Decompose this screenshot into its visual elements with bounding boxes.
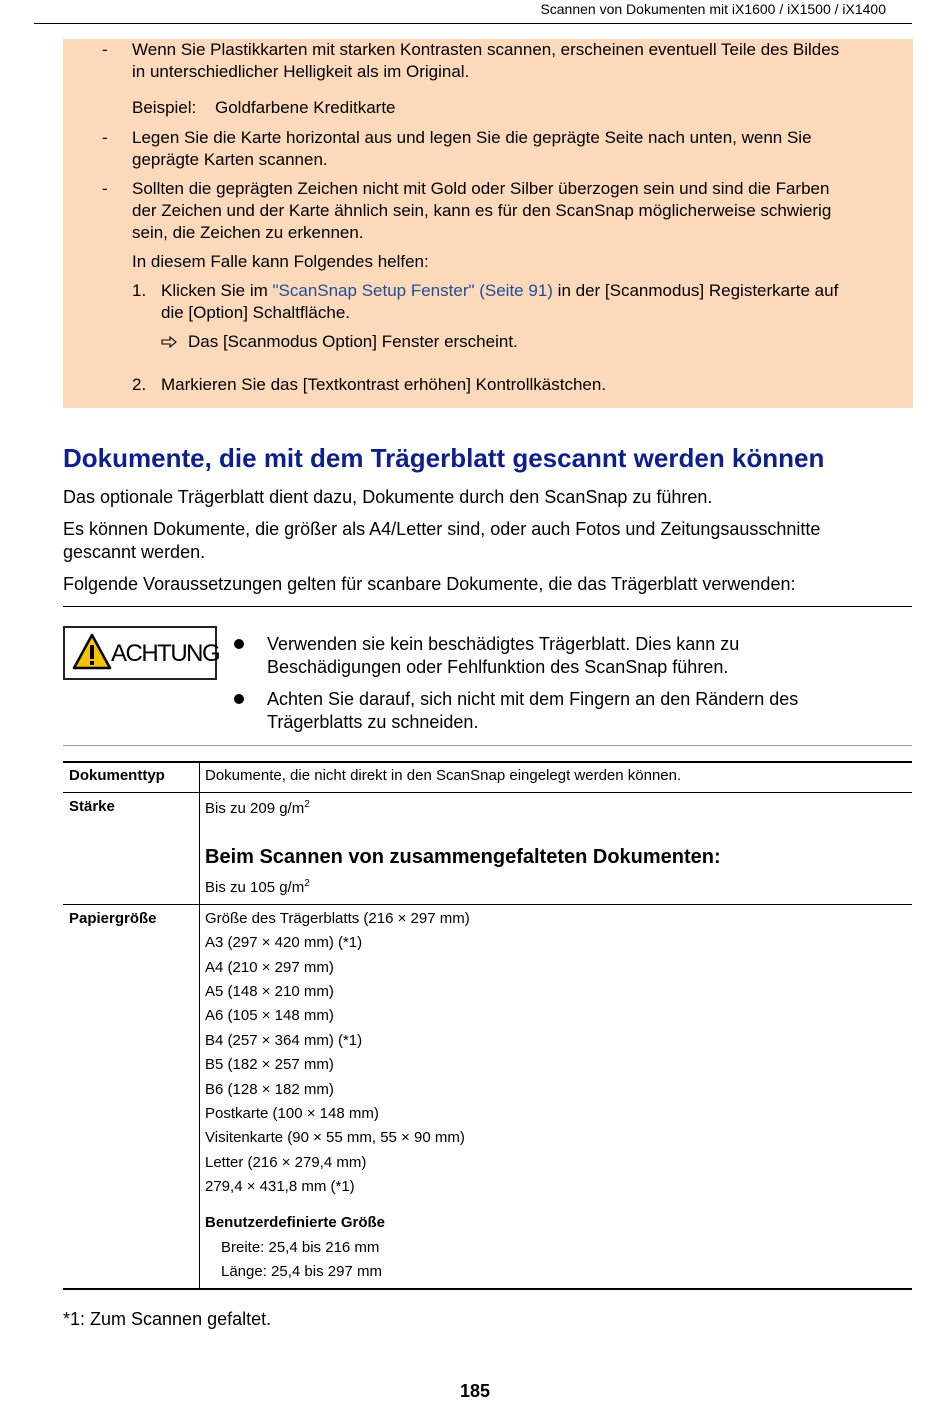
section-para1: Das optionale Trägerblatt dient dazu, Dokumente durch den ScanSnap zu führen. <box>63 487 713 507</box>
setup-window-link[interactable]: "ScanSnap Setup Fenster" (Seite 91) <box>272 281 553 300</box>
custom-length: Länge: 25,4 bis 297 mm <box>221 1263 382 1280</box>
note-item1-line1: Wenn Sie Plastikkarten mit starken Kontrasten scannen, erscheinen eventuell Teile des Bildes <box>132 40 840 59</box>
section-para3: Folgende Voraussetzungen gelten für scanbare Dokumente, die das Trägerblatt verwenden: <box>63 574 796 594</box>
step2-text: Markieren Sie das [Textkontrast erhöhen] Kontrollkästchen. <box>161 375 607 394</box>
step2-number: 2. <box>132 375 147 394</box>
paper-size-item: A4 (210 × 297 mm) <box>205 959 334 976</box>
note-box <box>63 39 913 408</box>
dash-bullet: - <box>102 40 108 59</box>
custom-size-label: Benutzerdefinierte Größe <box>205 1214 386 1231</box>
doc-type-value: Dokumente, die nicht direkt in den ScanSnap eingelegt werden können. <box>205 767 682 784</box>
paper-size-item: B6 (128 × 182 mm) <box>205 1081 334 1098</box>
folded-value <box>205 878 310 898</box>
caution-box <box>63 626 220 680</box>
section-para2-line2: gescannt werden. <box>63 542 206 562</box>
folded-heading: Beim Scannen von zusammengefalteten Dokumenten: <box>205 846 721 868</box>
folded-sup: 2 <box>304 878 310 889</box>
bullet-dot <box>234 694 244 704</box>
step1-post: in der [Scanmodus] Registerkarte auf <box>552 281 839 300</box>
caution-bullet1-line1: Verwenden sie kein beschädigtes Trägerblatt. Dies kann zu <box>267 634 740 654</box>
table-row-rule <box>63 792 912 793</box>
example-label: Beispiel: <box>132 98 197 117</box>
warning-triangle-icon <box>72 633 112 676</box>
strength-value <box>205 799 310 819</box>
running-header: Scannen von Dokumenten mit iX1600 / iX1500 / iX1400 <box>540 1 886 17</box>
paper-size-label: Papiergröße <box>69 910 157 927</box>
section-title: Dokumente, die mit dem Trägerblatt gescannt werden können <box>63 443 825 473</box>
table-column-divider <box>199 762 200 1290</box>
page-number: 185 <box>459 1381 491 1401</box>
paper-size-item: Größe des Trägerblatts (216 × 297 mm) <box>205 910 470 927</box>
table-row-rule <box>63 904 912 905</box>
note-item3-line1: Sollten die geprägten Zeichen nicht mit Gold oder Silber überzogen sein und sind die Farben <box>132 179 830 198</box>
note-item2-line1: Legen Sie die Karte horizontal aus und legen Sie die geprägte Seite nach unten, wenn Sie <box>132 128 812 147</box>
paper-size-item: B4 (257 × 364 mm) (*1) <box>205 1032 363 1049</box>
note-item3-line2: der Zeichen und der Karte ähnlich sein, kann es für den ScanSnap möglicherweise schwierig <box>132 201 832 220</box>
footnote: *1: Zum Scannen gefaltet. <box>63 1309 272 1329</box>
caution-bullet2-line2: Trägerblatts zu schneiden. <box>267 712 479 732</box>
note-item1-line2: in unterschiedlicher Helligkeit als im Original. <box>132 62 470 81</box>
paper-size-item: A6 (105 × 148 mm) <box>205 1007 334 1024</box>
step1-line1 <box>161 280 838 302</box>
table-bottom-rule <box>63 1288 912 1290</box>
caution-bullet2-line1: Achten Sie darauf, sich nicht mit dem Fingern an den Rändern des <box>267 689 799 709</box>
paper-size-item: B5 (182 × 257 mm) <box>205 1056 334 1073</box>
example-value: Goldfarbene Kreditkarte <box>215 98 396 117</box>
paper-size-item: Letter (216 × 279,4 mm) <box>205 1154 367 1171</box>
paper-size-item: Visitenkarte (90 × 55 mm, 55 × 90 mm) <box>205 1129 465 1146</box>
caution-top-rule <box>63 606 912 607</box>
folded-text: Bis zu 105 g/m <box>205 879 305 896</box>
note-item3-line3: sein, die Zeichen zu erkennen. <box>132 223 364 242</box>
doc-type-label: Dokumenttyp <box>69 767 165 784</box>
dash-bullet: - <box>102 179 108 198</box>
section-para2-line1: Es können Dokumente, die größer als A4/Letter sind, oder auch Fotos und Zeitungsausschnitte <box>63 519 821 539</box>
header-divider <box>34 23 912 24</box>
dash-bullet: - <box>102 128 108 147</box>
step1-result: Das [Scanmodus Option] Fenster erscheint. <box>188 332 518 351</box>
help-intro: In diesem Falle kann Folgendes helfen: <box>132 252 429 271</box>
step1-pre: Klicken Sie im <box>161 281 273 300</box>
paper-size-item: 279,4 × 431,8 mm (*1) <box>205 1178 355 1195</box>
paper-size-item: A3 (297 × 420 mm) (*1) <box>205 934 363 951</box>
paper-size-item: A5 (148 × 210 mm) <box>205 983 334 1000</box>
note-item2-line2: geprägte Karten scannen. <box>132 150 328 169</box>
caution-bullet1-line2: Beschädigungen oder Fehlfunktion des ScanSnap führen. <box>267 657 729 677</box>
strength-text: Bis zu 209 g/m <box>205 800 305 817</box>
step1-line2: die [Option] Schaltfläche. <box>161 303 351 322</box>
step1-number: 1. <box>132 281 147 300</box>
caution-bottom-rule <box>63 745 912 746</box>
paper-size-item: Postkarte (100 × 148 mm) <box>205 1105 379 1122</box>
bullet-dot <box>234 639 244 649</box>
custom-width: Breite: 25,4 bis 216 mm <box>221 1239 380 1256</box>
arrow-right-outline-icon <box>161 335 177 353</box>
caution-label: ACHTUNG <box>111 640 220 667</box>
strength-label: Stärke <box>69 798 115 815</box>
table-top-rule <box>63 761 912 763</box>
strength-sup: 2 <box>304 799 310 810</box>
